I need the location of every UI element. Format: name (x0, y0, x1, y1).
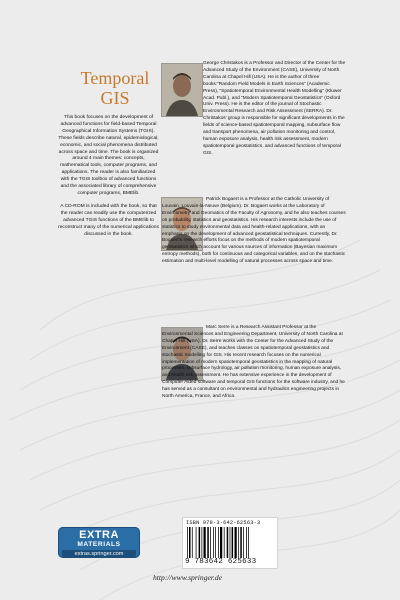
bio-christakos-text: George Christakos is a Professor and Director of the Center for the Advanced Study of the Environment (CASE), University of North Carolina at Chapel Hill (USA). He is the author of three books:“Random Field Models in Earth Sciences” (Academic Press), “Spatiotemporal Environmental Health Modelling” (Kluwer Acad. Publ.), and “Modern Spatiotemporal Geostatistics” (Oxford Univ. Press). He is the editor of the journal of Stochastic Environmental Research and Risk Assessment (SERRA). Dr. Christakos’ group is responsible for significant developments in the fields of science-based spatiotemporal mapping, subsurface flow and transport phenomena, air pollution monitoring and control, human exposure analysis, health risk assessment, modern spatiotemporal geostatistics, and advanced functions of temporal GIS. (203, 61, 346, 156)
publisher-url[interactable]: http://www.springer.de (153, 573, 223, 582)
book-title-line1: Temporal (80, 68, 150, 88)
barcode-bar (189, 527, 191, 558)
barcode-bar (207, 527, 209, 558)
description-paragraph: This book focuses on the development of advanced functions for field-based Temporal Geographical Information Systems (TGIS). These fields describe natural, epidemiological, economic, and social phenomena distributed across space and time. The book is organized around 4 main themes: concepts, mathematical tools, computer programs, and applications. The reader is also familiarized with the TGIS toolbox of advanced functions and the associated library of comprehensive computer programs, BMElib. (58, 115, 159, 196)
bio-christakos (203, 61, 346, 158)
person-photo-icon (162, 64, 202, 116)
barcode-bar (243, 527, 244, 558)
barcode-bar (187, 527, 188, 558)
barcode-digits: 9 783642 625633 (185, 558, 257, 566)
barcode-bar (246, 527, 247, 558)
barcode-bar (192, 527, 193, 558)
barcode-bar (213, 527, 214, 558)
bio-serre-text: Marc Serre is a Research Assistant Professor at the Environmental Sciences and Engineering Department, University of North Carolina at Chapel Hill (USA). Dr. Serre works with the Center for the Advanced Study of the Environment (CASE), and teaches classes on spatiotemporal geostatistics and stochastic modelling for GIS. His recent research focuses on the numerical implementation of modern spatiotemporal geostatistics in the mapping of natural processes, subsurface hydrology, air pollution monitoring, human exposure analysis, and health risk assessment. He has extensive experience in the development of Computer Aided software and temporal GIS functions for the software industry, and he has served as a consultant on environmental and hydraulics engineering projects in North America, France, and Africa. (162, 325, 345, 400)
barcode-icon (186, 527, 274, 558)
barcode-bar (218, 527, 219, 558)
book-title-line2: GIS (100, 88, 130, 108)
barcode-bar (199, 527, 201, 558)
barcode-bar (232, 527, 234, 558)
extra-materials-badge[interactable] (58, 527, 140, 558)
book-title (66, 68, 164, 108)
author-photo-christakos (161, 63, 203, 117)
isbn-barcode-block (182, 517, 278, 569)
barcode-bar (220, 527, 222, 558)
barcode-bar (204, 527, 206, 558)
barcode-bar (230, 527, 231, 558)
barcode-bar (240, 527, 242, 558)
barcode-bar (215, 527, 216, 558)
barcode-bar (227, 527, 229, 558)
bio-bogaert (162, 197, 347, 266)
barcode-bar (238, 527, 239, 558)
bio-serre (162, 325, 347, 401)
barcode-bar (248, 527, 249, 558)
description-paragraph: A CD-ROM is included with the book, so that the reader can readily use the computerized advanced TGIS functions of the BMElib to reconstruct many of the numerical applications discussed in the book. (58, 203, 159, 237)
barcode-bar (196, 527, 197, 558)
barcode-bar (210, 527, 211, 558)
barcode-bar (202, 527, 203, 558)
book-description (58, 115, 159, 244)
bio-bogaert-text: Patrick Bogaert is a Professor at the Catholic University of Louvain, Louvain-la-Neuve (Belgium). Dr. Bogaert works at the Laboratory of Environmetry and Geomatics of the Faculty of Agronomy, and he also teaches courses on probability, statistics and geostatistics. His research interests include the use of statistics to study environmental data and health-related applications, with an emphasis on the development of advanced geostatistical techniques. Currently, Dr. Bogaert’s research efforts focus on the methods of modern spatiotemporal geostatistics which account for various sources of information (Bayesian maximum entropy methods), both for continuous and categorical variables, and on the stochastic estimation and multi-level modelling of natural processes across space and time. (162, 197, 346, 265)
materials-label: MATERIALS (77, 541, 121, 548)
extra-label: EXTRA (79, 529, 119, 541)
isbn-number: ISBN 978-3-642-62563-3 (186, 520, 261, 526)
extras-url[interactable]: extras.springer.com (62, 550, 136, 558)
barcode-bar (235, 527, 237, 558)
barcode-bar (224, 527, 225, 558)
